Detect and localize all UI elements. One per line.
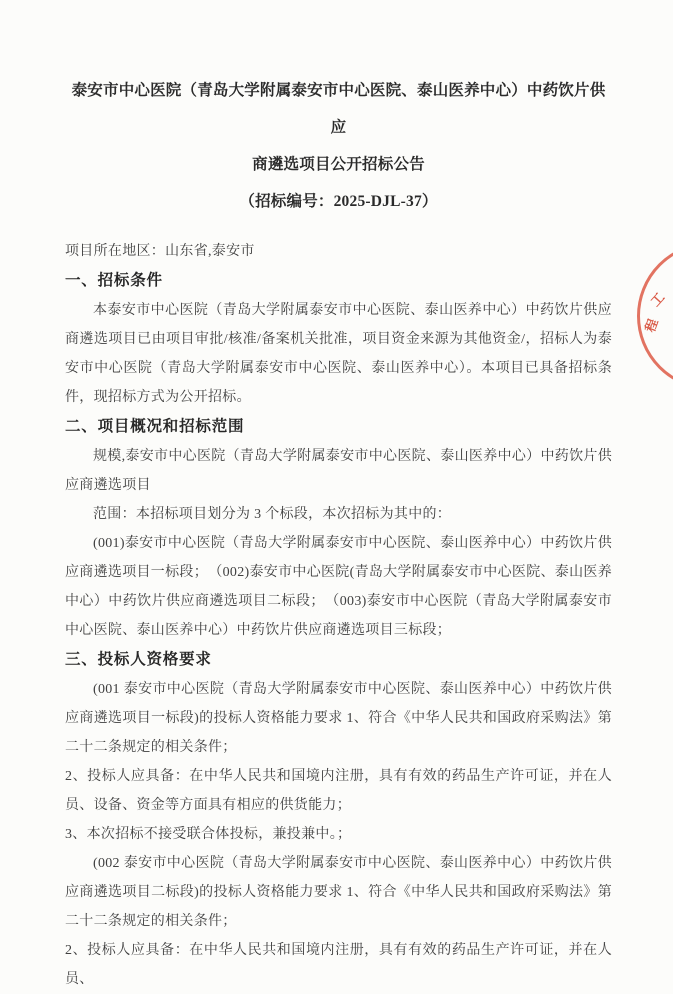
qualification-item-2: 2、投标人应具备：在中华人民共和国境内注册，具有有效的药品生产许可证，并在人员、设备、资金等方面具有相应的供货能力； bbox=[65, 769, 612, 813]
section-heading-bidding-conditions: 一、招标条件 bbox=[65, 272, 163, 289]
lot1-qualification-paragraph: (001 泰安市中心医院（青岛大学附属泰安市中心医院、泰山医养中心）中药饮片供应商遴选项目一标段)的投标人资格能力要求 1、符合《中华人民共和国政府采购法》第二十二条规定的相关条件； bbox=[65, 682, 612, 755]
bidding-conditions-paragraph: 本泰安市中心医院（青岛大学附属泰安市中心医院、泰山医养中心）中药饮片供应商遴选项目已由项目审批/核准/备案机关批准，项目资金来源为其他资金/，招标人为泰安市中心医院（青岛大学附属泰安市中心医院、泰山医养中心）。本项目已具备招标条件，现招标方式为公开招标。 bbox=[65, 303, 612, 405]
stamp-character-2: 程 bbox=[642, 316, 661, 335]
title-line-1: 泰安市中心医院（青岛大学附属泰安市中心医院、泰山医养中心）中药饮片供应 bbox=[71, 82, 606, 136]
stamp-character-1: 工 bbox=[647, 289, 668, 310]
project-scale-paragraph: 规模,泰安市中心医院（青岛大学附属泰安市中心医院、泰山医养中心）中药饮片供应商遴选项目 bbox=[65, 449, 612, 493]
section-heading-project-overview: 二、项目概况和招标范围 bbox=[65, 418, 245, 435]
bid-lots-paragraph: (001)泰安市中心医院（青岛大学附属泰安市中心医院、泰山医养中心）中药饮片供应商遴选项目一标段； （002)泰安市中心医院(青岛大学附属泰安市中心医院、泰山医养中心）中药饮片供应商遴选项目二标段； （003)泰安市中心医院（青岛大学附属泰安市中心医院、泰山医养中心）中药饮片供应商遴选项目三标段； bbox=[65, 536, 612, 638]
qualification-item-3: 3、本次招标不接受联合体投标，兼投兼中。； bbox=[65, 827, 352, 842]
bid-number-line: （招标编号：2025-DJL-37） bbox=[239, 193, 438, 210]
section-heading-bidder-qualifications: 三、投标人资格要求 bbox=[65, 651, 212, 668]
lot2-qualification-paragraph: (002 泰安市中心医院（青岛大学附属泰安市中心医院、泰山医养中心）中药饮片供应商遴选项目二标段)的投标人资格能力要求 1、符合《中华人民共和国政府采购法》第二十二条规定的相关条件； bbox=[65, 856, 612, 929]
project-location-line: 项目所在地区：山东省,泰安市 bbox=[65, 244, 255, 259]
document-title bbox=[65, 72, 612, 220]
title-line-2: 商遴选项目公开招标公告 bbox=[252, 156, 425, 173]
project-scope-paragraph: 范围：本招标项目划分为 3 个标段，本次招标为其中的： bbox=[93, 507, 452, 522]
qualification-item-2b: 2、投标人应具备：在中华人民共和国境内注册，具有有效的药品生产许可证，并在人员、 bbox=[65, 943, 612, 987]
